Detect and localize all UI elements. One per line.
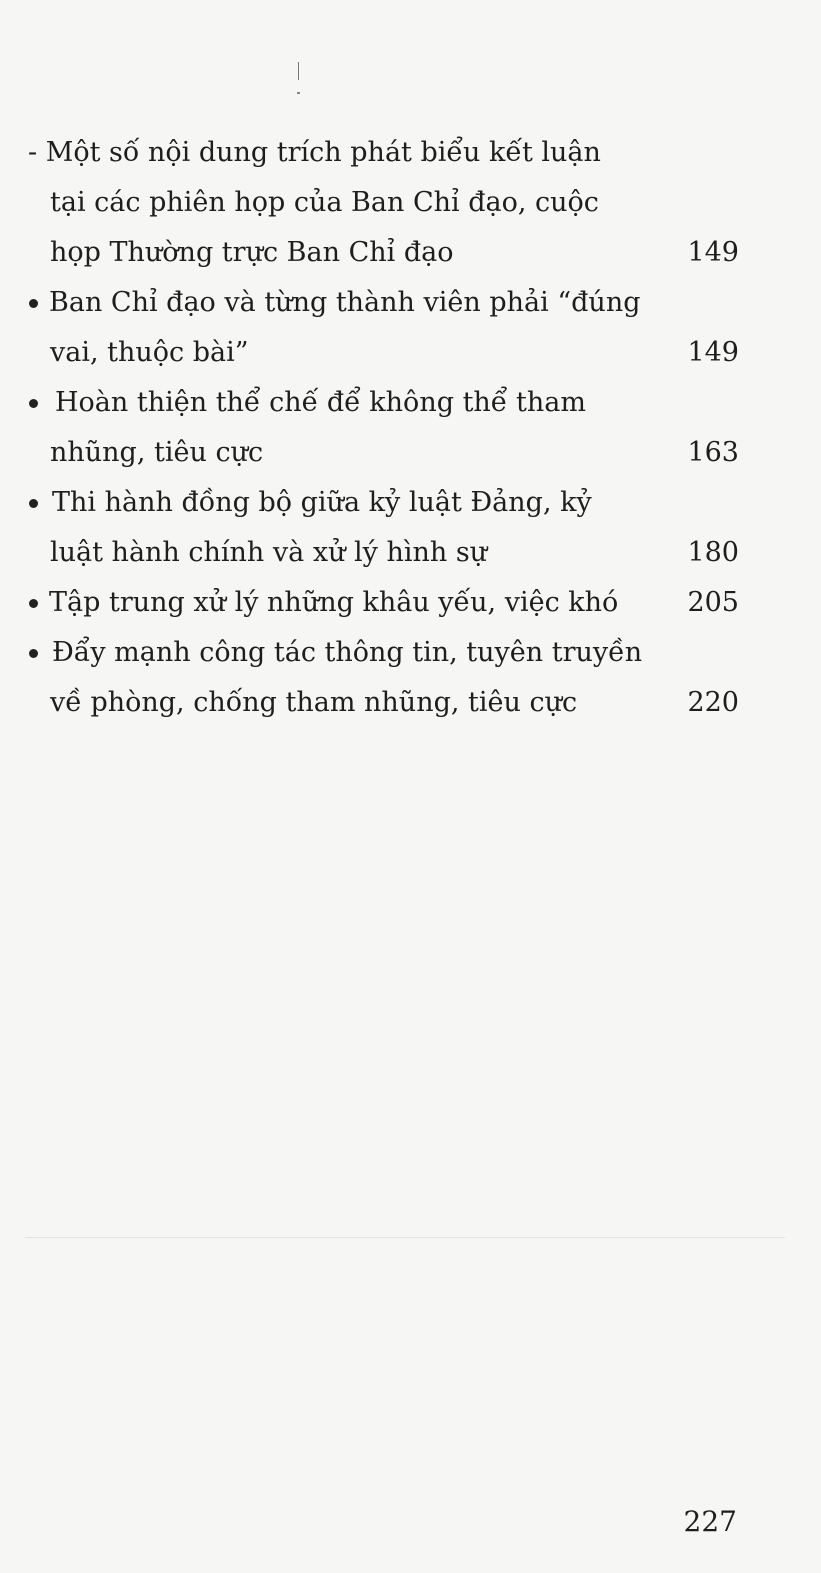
- printer-mark: [298, 62, 299, 80]
- toc-entry-text: tại các phiên họp của Ban Chỉ đạo, cuộc: [50, 187, 599, 218]
- toc-entry-text: Thi hành đồng bộ giữa kỷ luật Đảng, kỷ: [52, 487, 592, 518]
- toc-entry-1-line-3: [0, 228, 821, 278]
- toc-entry-6-line-1: [0, 628, 821, 678]
- toc-entry-text: - Một số nội dung trích phát biểu kết luận: [28, 137, 601, 168]
- toc-entry-1-line-1: [0, 128, 821, 178]
- toc-page-number: 163: [687, 437, 739, 468]
- toc-entry-text: Hoàn thiện thể chế để không thể tham: [55, 387, 586, 418]
- toc-entry-text: vai, thuộc bài”: [50, 337, 249, 368]
- toc-entry-5-line-1: [0, 578, 821, 628]
- toc-entry-text: nhũng, tiêu cực: [50, 437, 264, 468]
- toc-entry-text: Ban Chỉ đạo và từng thành viên phải “đúng: [49, 287, 641, 318]
- bullet-icon: [29, 649, 38, 658]
- toc-page-number: 149: [687, 337, 739, 368]
- toc-page-number: 180: [687, 537, 739, 568]
- bleed-through-rule: [25, 1237, 785, 1238]
- toc-entry-text: luật hành chính và xử lý hình sự: [50, 537, 488, 568]
- bullet-icon: [29, 399, 38, 408]
- bullet-icon: [29, 499, 38, 508]
- bullet-icon: [29, 599, 38, 608]
- toc-entry-1-line-2: [0, 178, 821, 228]
- page-number: 227: [683, 1505, 737, 1538]
- toc-entry-text: Đẩy mạnh công tác thông tin, tuyên truyền: [52, 637, 643, 668]
- toc-entry-6-line-2: [0, 678, 821, 728]
- toc-entry-text: Tập trung xử lý những khâu yếu, việc khó: [49, 587, 619, 618]
- toc-page-number: 220: [687, 687, 739, 718]
- toc-entry-3-line-2: [0, 428, 821, 478]
- toc-entry-2-line-1: [0, 278, 821, 328]
- toc-page-number: 149: [687, 237, 739, 268]
- printer-mark-dot: [297, 92, 300, 94]
- toc-entry-4-line-1: [0, 478, 821, 528]
- toc-page-number: 205: [687, 587, 739, 618]
- toc-entry-3-line-1: [0, 378, 821, 428]
- bullet-icon: [29, 299, 38, 308]
- toc-entry-text: về phòng, chống tham nhũng, tiêu cực: [50, 687, 578, 718]
- toc-entry-4-line-2: [0, 528, 821, 578]
- toc-entry-text: họp Thường trực Ban Chỉ đạo: [50, 237, 454, 268]
- toc-entry-2-line-2: [0, 328, 821, 378]
